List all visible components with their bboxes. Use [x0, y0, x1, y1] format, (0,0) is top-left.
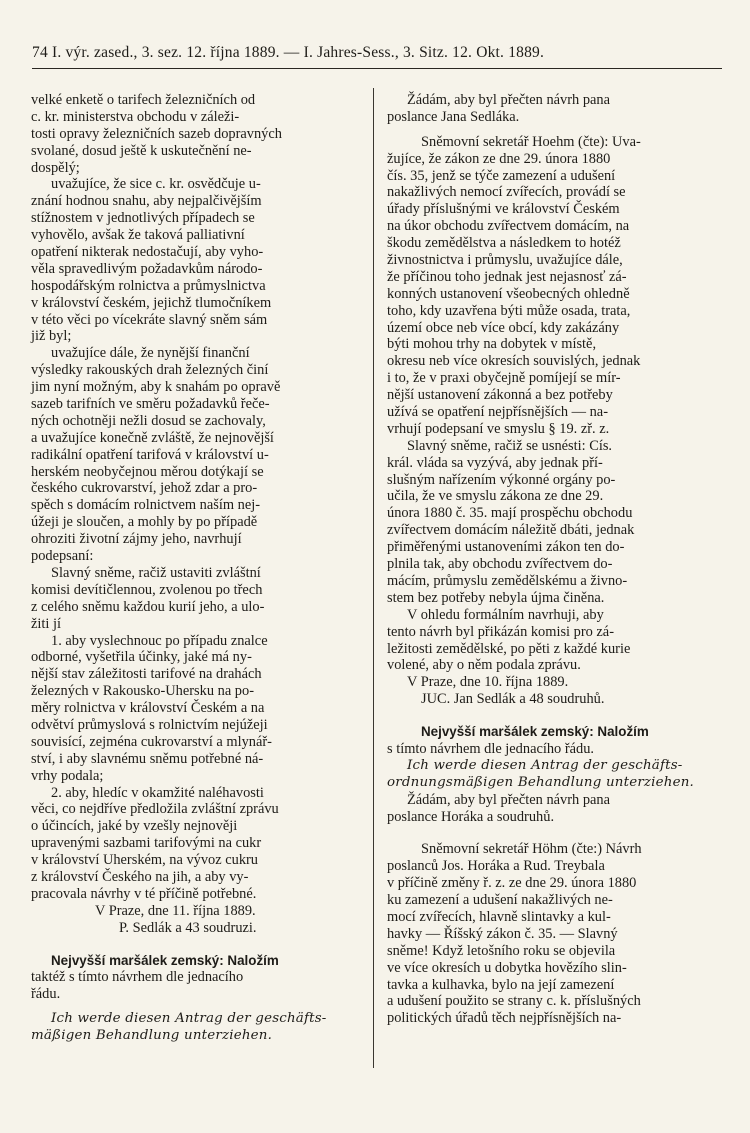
- text-line: tosti opravy železničních sazeb dopravných: [31, 125, 282, 142]
- paragraph-spacer: [387, 126, 723, 134]
- text-line: čís. 35, jenž se týče zamezení a udušení: [387, 167, 616, 184]
- text-line: již byl;: [31, 328, 72, 345]
- text-line: a uvažujíce konečně zvláště, že nejnovější: [31, 429, 274, 446]
- text-line: jim nyní možným, aby k snahám po opravě: [31, 379, 281, 396]
- text-line: věci, co nejdříve předložila zvláštní zprávu: [31, 801, 279, 818]
- text-line: Ich werde diesen Antrag der geschäfts-: [51, 1011, 327, 1027]
- text-line: stížnostem v jednotlivých případech se: [31, 210, 255, 227]
- text-line: slušným nařízením výkonné orgány po-: [387, 471, 616, 488]
- text-line: Žádám, aby byl přečten návrh pana: [407, 791, 610, 808]
- text-line: uvažujíce, že sice c. kr. osvědčuje u-: [51, 176, 261, 193]
- text-line: škodu zemědělstva a následkem to hotéž: [387, 235, 621, 252]
- text-line: Žádám, aby byl přečten návrh pana: [407, 92, 610, 108]
- text-line: území obce neb více obcí, kdy zakázány: [387, 319, 620, 336]
- text-line: mocí zvířecích, hlavně slintavky a kul-: [387, 908, 611, 925]
- text-line: ných ochotněji nežli dosud se zachovaly,: [31, 412, 266, 429]
- text-line: souvisící, zejména cukrovarství a mlynář-: [31, 733, 272, 750]
- text-line: V ohledu formálním navrhuji, aby: [407, 606, 604, 623]
- text-line: v království českém, jejichž tlumočníkem: [31, 294, 272, 311]
- text-line: i to, že v praxi obyčejně pomíjejí se mír-: [387, 370, 621, 387]
- text-line: sněme! Když letošního roku se objevila: [387, 942, 616, 959]
- text-line: přiměřenými ustanoveními zákon ten do-: [387, 539, 625, 556]
- text-line: února 1880 č. 35. mají prospěchu obchodu: [387, 505, 633, 522]
- paragraph-spacer: [387, 708, 723, 716]
- text-line: užívá se opatření nejpřísnějších — na-: [387, 404, 608, 421]
- text-line: komisi devítičlennou, zvolenou po třech: [31, 581, 263, 598]
- text-line: znání hodnou snahu, aby nejpalčivějším: [31, 193, 262, 210]
- text-line: Sněmovní sekretář Höhm (čte:) Návrh: [421, 841, 642, 858]
- text-line: výsledky rakouských drah železných činí: [31, 362, 269, 379]
- text-line: Slavný sněme, račiž se usnésti: Cís.: [407, 437, 613, 454]
- left-column: [31, 92, 367, 1045]
- text-line: věla spravedlivým požadavkům národo-: [31, 260, 263, 277]
- text-line: nější stav záležitosti tarifové na drahách: [31, 666, 262, 683]
- text-line: Sněmovní sekretář Hoehm (čte): Uva-: [421, 133, 641, 150]
- text-line: V Praze, dne 10. října 1889.: [407, 674, 569, 691]
- text-line: nější ustanovení zákonná a bez potřeby: [387, 387, 613, 404]
- text-line: vyhovělo, avšak že taková palliativní: [31, 227, 245, 244]
- text-line: že příčinou toho jednak jest nejasnosť zá-: [387, 268, 627, 285]
- text-line: ležitosti zemědělské, po pěti z každé kurie: [387, 640, 631, 657]
- text-line: stem bez potřeby nebyla újma činěna.: [387, 589, 605, 606]
- text-line: c. kr. ministerstva obchodu v záleži-: [31, 108, 240, 125]
- text-line: a udušení použito se strany c. k. příslušných: [387, 993, 641, 1010]
- paragraph-spacer: [387, 716, 723, 724]
- paragraph-spacer: [387, 825, 723, 833]
- text-line: měry rolnictva v království Českém a na: [31, 700, 265, 717]
- text-line: upravenými sazbami tarifovými na cukr: [31, 835, 262, 852]
- text-line: volené, aby o něm podala zprávu.: [387, 657, 581, 674]
- paragraph-spacer: [31, 937, 367, 945]
- text-line: taktéž s tímto návrhem dle jednacího: [31, 969, 244, 986]
- text-line: řádu.: [31, 986, 61, 1003]
- text-line: uvažujíce dále, že nynější finanční: [51, 345, 250, 362]
- text-line: nakažlivých nemocí zvířecích, provádí se: [387, 184, 626, 201]
- text-line: žiti jí: [31, 615, 61, 632]
- text-line: úřady příslušnými ve království Českém: [387, 201, 620, 218]
- text-line: na úkor obchodu zvířectvem domácím, na: [387, 218, 630, 235]
- text-line: ordnungsmäßigen Behandlung unterziehen.: [387, 774, 695, 790]
- text-line: král. vláda sa vyzývá, aby jednak pří-: [387, 454, 603, 471]
- text-line: z království Českého na jih, a aby vy-: [31, 868, 249, 885]
- text-line: toho, kdy uzavřena býti může osada, trata,: [387, 302, 631, 319]
- text-line: ku zamezení a udušení nakažlivých ne-: [387, 892, 613, 909]
- text-line: Ich werde diesen Antrag der geschäfts-: [407, 757, 683, 773]
- text-line: pracovala návrhy v té příčině potřebné.: [31, 885, 257, 902]
- text-line: s tímto návrhem dle jednacího řádu.: [387, 740, 595, 757]
- text-line: vrhy podala;: [31, 767, 104, 784]
- paragraph-spacer: [31, 1003, 367, 1011]
- text-line: úžeji je sloučen, a mohly by po případě: [31, 514, 258, 531]
- text-line: ohroziti životní zájmy jeho, navrhují: [31, 531, 242, 548]
- text-line: mäßigen Behandlung unterziehen.: [31, 1028, 273, 1044]
- text-line: odvětví průmyslová s rolnictvím nejúžeji: [31, 716, 268, 733]
- text-line: svolané, dosud ještě k uskutečnění ne-: [31, 142, 252, 159]
- text-line: živnostnictva i průmyslu, uvažujíce dále,: [387, 252, 623, 269]
- text-line: spěch s domácím rolnictvem naším nej-: [31, 497, 260, 514]
- text-line: radikální opatření tarifová v království u-: [31, 446, 269, 463]
- paragraph-spacer: [387, 833, 723, 841]
- text-line: železných v Rakousko-Uhersku na po-: [31, 683, 254, 700]
- text-line: plnila tak, aby obchodu zvířectvem do-: [387, 556, 613, 573]
- text-line: v této věci po vícekráte slavný sněm sám: [31, 311, 268, 328]
- text-line: havky — Říšský zákon č. 35. — Slavný: [387, 925, 618, 942]
- text-line: v příčině změny ř. z. ze dne 29. února 1880: [387, 875, 637, 892]
- text-line: 1. aby vyslechnouc po případu znalce: [51, 632, 268, 649]
- text-line: herském neobyčejnou měrou dotýkají se: [31, 463, 264, 480]
- text-line: ve více okresích u dobytka hovězího slin-: [387, 959, 627, 976]
- text-line: sazeb tarifních ve směru požadavků řeče-: [31, 396, 270, 413]
- text-line: vrhují podepsaní ve smyslu § 19. zř. z.: [387, 420, 610, 437]
- text-line: tavka a kulhavka, bylo na její zamezení: [387, 976, 615, 993]
- text-line: učila, že ve smyslu zákona ze dne 29.: [387, 488, 604, 505]
- text-line: V Praze, dne 11. října 1889.: [95, 902, 256, 919]
- text-line: P. Sedlák a 43 soudruzi.: [119, 919, 257, 936]
- text-line: býti mohou trhy na dobytek v místě,: [387, 336, 597, 353]
- text-line: odborné, vyšetřila účinky, jaké má ny-: [31, 649, 252, 666]
- text-line: hospodářským rolnictva a průmyslnictva: [31, 277, 266, 294]
- text-line: podepsaní:: [31, 548, 94, 565]
- paragraph-spacer: [31, 945, 367, 953]
- text-line: z celého sněmu každou kurií jeho, a ulo-: [31, 598, 265, 615]
- text-line: mácím, průmyslu zemědělskému a živno-: [387, 572, 628, 589]
- text-line: poslance Horáka a soudruhů.: [387, 808, 555, 825]
- running-header: 74 I. výr. zased., 3. sez. 12. října 1889. — I. Jahres-Sess., 3. Sitz. 12. Okt. 1889.: [32, 44, 545, 61]
- text-line: velké enketě o tarifech železničních od: [31, 92, 256, 108]
- text-line: 2. aby, hledíc v okamžité naléhavosti: [51, 784, 264, 801]
- text-line: Slavný sněme, račiž ustaviti zvláštní: [51, 564, 261, 581]
- text-line: o účincích, jaké by vzešly nejnověji: [31, 818, 238, 835]
- text-line: poslanců Jos. Horáka a Rud. Treybala: [387, 858, 605, 875]
- text-line: politických úřadů těch nejpřísnějších na-: [387, 1010, 622, 1027]
- text-line: Nejvyšší maršálek zemský: Naložím: [51, 952, 279, 968]
- text-line: českého cukrovarství, jehož zdar a pro-: [31, 480, 258, 497]
- text-line: Nejvyšší maršálek zemský: Naložím: [421, 724, 649, 740]
- text-line: v království Uherském, na vývoz cukru: [31, 852, 258, 869]
- text-line: konných ustanovení všeobecných ohledně: [387, 285, 630, 302]
- text-line: okresu neb více okresích souvislých, jednak: [387, 353, 641, 370]
- text-line: zvířectvem domácím náležitě dbáti, jednak: [387, 522, 635, 539]
- text-line: opatření nikterak nedostačují, aby vyho-: [31, 244, 264, 261]
- text-line: poslance Jana Sedláka.: [387, 108, 520, 125]
- column-divider: [373, 88, 374, 1068]
- right-column: [387, 92, 723, 1027]
- text-line: ství, i aby slavnému sněmu potřebné ná-: [31, 750, 264, 767]
- text-line: dospělý;: [31, 159, 80, 176]
- text-line: JUC. Jan Sedlák a 48 soudruhů.: [421, 691, 605, 708]
- text-line: žujíce, že zákon ze dne 29. února 1880: [387, 150, 611, 167]
- text-line: tento návrh byl přikázán komisi pro zá-: [387, 623, 614, 640]
- header-rule: [32, 68, 722, 69]
